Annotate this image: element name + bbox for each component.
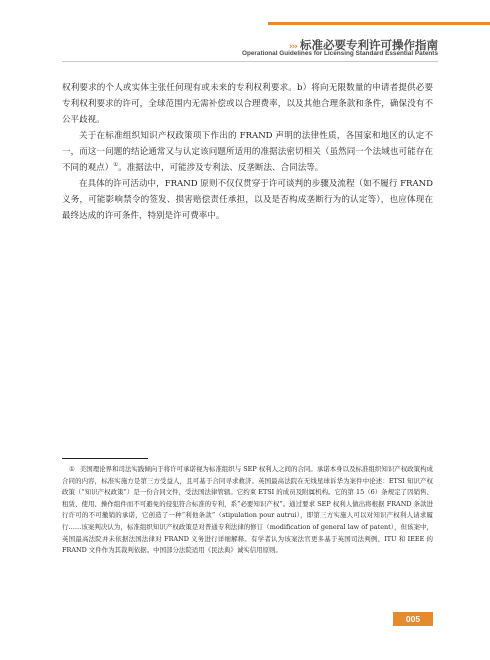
header-divider bbox=[62, 61, 438, 62]
running-title-text: 标准必要专利许可操作指南 bbox=[300, 38, 438, 52]
header-accent-bar bbox=[268, 22, 490, 25]
page-number: 005 bbox=[393, 612, 433, 626]
paragraph-2-tail: 。准据法中，可能涉及专利法、反垄断法、合同法等。 bbox=[118, 163, 324, 173]
footnote-text: 美国理论界和司法实践倾向于将许可承诺视为标准组织与 SEP 权利人之间的合同。承诺本身以及标准组织知识产权政策构成合同的内容，标准实施方是第三方受益人，且可基于合同寻求救济。英国最高法院在无线星球诉华为案件中论述：ETSI 知识产权政策（“知识产权政策”）是一份合同文件，受法国法律管辖。它约束 ETSI 的成员及附属机构。它的第 15（6）条规定了因销售、租赁、使用、操作组件而不可避免的侵犯符合标准的专利，系“必要知识产权”。通过要求 SEP 权利人做出将根据 FRAND 条款进行许可的不可撤销的承诺，它创造了一种“利他条款”（stipulation pour autrui），即第三方实施人可以对知识产权利人请求履行……该案判决认为，标准组织知识产权政策是对普通专利法律的修订（modification of general law of patent），但该案中，英国最高法院并未依据法国法律对 FRAND 义务进行详细解释。有学者认为该案法官更多基于英国司法判例、ITU 和 IEEE 的 FRAND 文件作为其裁判依据。中国部分法院适用《民法典》诚实信用原则。 bbox=[62, 465, 433, 555]
footnote-mark: ① bbox=[69, 465, 75, 473]
footnote bbox=[62, 464, 433, 557]
paragraph-3: 在具体的许可活动中，FRAND 原则不仅仅贯穿于许可谈判的步骤及流程（如不履行 FRAND 义务，可能影响禁令的签发、损害赔偿责任承担，以及是否构成垄断行为的认定等），也应体现在最终达成的许可条件，特别是许可费率中。 bbox=[62, 179, 433, 221]
paragraph-1: 权利要求的个人或实体主张任何现有或未来的专利权利要求。b）将向无限数量的申请者提供必要专利权利要求的许可，全球范围内无需补偿或以合理费率，以及其他合理条款和条件，确保没有不公平歧视。 bbox=[62, 83, 433, 125]
page-header bbox=[0, 0, 490, 62]
running-subtitle: Operational Guidelines for Licensing Standard Essential Patents bbox=[241, 50, 438, 57]
chevron-right-icon: ››› bbox=[288, 42, 297, 52]
footnote-reference[interactable]: ① bbox=[113, 162, 119, 169]
footnote-divider bbox=[62, 458, 148, 459]
main-body-text bbox=[62, 80, 433, 224]
paragraph-2 bbox=[62, 128, 433, 176]
paragraph-2-text: 关于在标准组织知识产权政策项下作出的 FRAND 声明的法律性质，各国家和地区的认定不一，而这一问题的结论通常又与认定该问题所适用的准据法密切相关（虽然同一个法域也可能存在不同的观点） bbox=[62, 131, 433, 173]
